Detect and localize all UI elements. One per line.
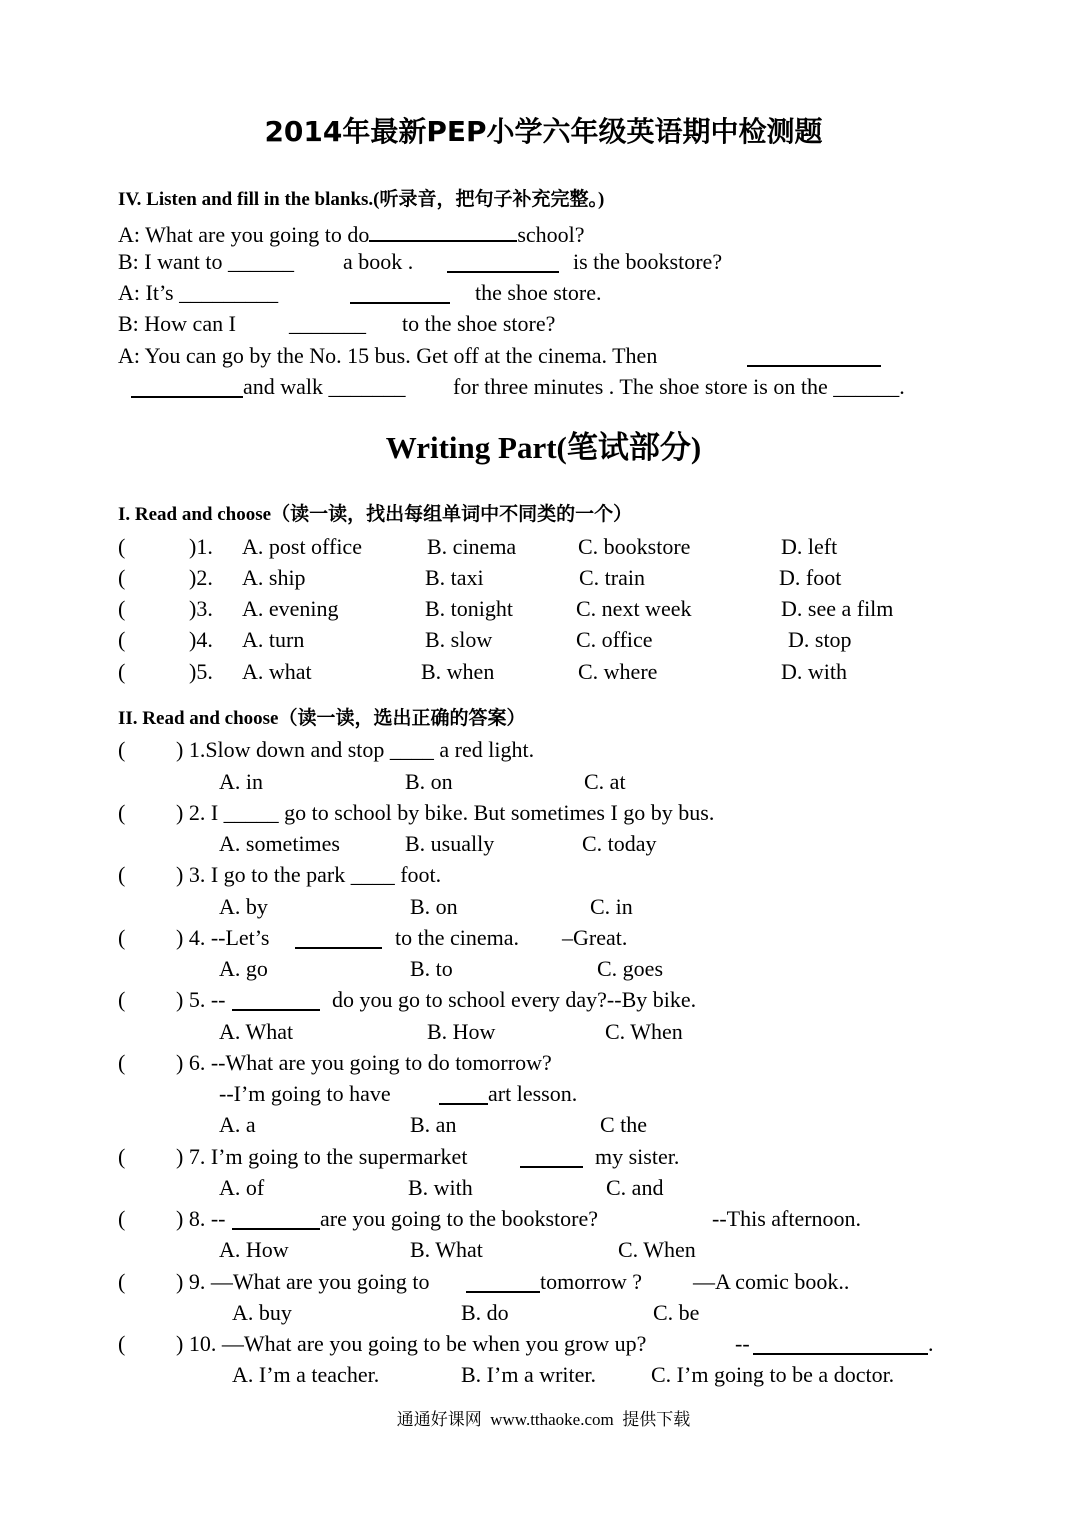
answer-paren: (: [118, 565, 126, 590]
question-number: )3.: [189, 596, 213, 621]
answer-paren: (: [118, 1144, 126, 1169]
question-5-text: do you go to school every day?--By bike.: [332, 987, 697, 1012]
listening-line-2-text: a book .: [343, 249, 414, 274]
q3-option-c: C. in: [590, 894, 633, 919]
answer-paren: (: [118, 800, 126, 825]
question-10-dash: --: [735, 1331, 750, 1356]
option-b: B. cinema: [427, 534, 517, 559]
question-2: ) 2. I _____ go to school by bike. But sometimes I go by bus.: [176, 800, 715, 825]
q9-option-c: C. be: [653, 1300, 700, 1325]
q5-option-b: B. How: [427, 1019, 496, 1044]
option-d: D. stop: [788, 627, 852, 652]
option-b: B. taxi: [425, 565, 484, 590]
footer-credit: 通通好课网 www.tthaoke.com 提供下载: [396, 1410, 691, 1429]
q10-option-a: A. I’m a teacher.: [232, 1362, 380, 1387]
option-c: C. train: [579, 565, 645, 590]
answer-paren: (: [118, 1206, 126, 1231]
answer-paren: (: [118, 534, 126, 559]
q6-option-b: B. an: [410, 1112, 457, 1137]
question-7-end: my sister.: [595, 1144, 680, 1169]
answer-paren: (: [118, 627, 126, 652]
question-9-reply: —A comic book..: [693, 1269, 850, 1294]
listening-line-3: A: It’s _________: [118, 280, 279, 305]
q4-option-c: C. goes: [597, 956, 663, 981]
part1-heading: I. Read and choose（读一读，找出每组单词中不同类的一个）: [118, 504, 633, 525]
question-4: ) 4. --Let’s: [176, 925, 270, 950]
listening-line-6-blank: [131, 376, 243, 402]
answer-paren: (: [118, 737, 126, 762]
answer-paren: (: [118, 987, 126, 1012]
question-10: ) 10. —What are you going to be when you grow up?: [176, 1331, 647, 1356]
option-b: B. tonight: [425, 596, 514, 621]
option-c: C. next week: [576, 596, 692, 621]
q9-option-b: B. do: [461, 1300, 509, 1325]
q6-option-a: A. a: [219, 1112, 256, 1137]
q3-option-b: B. on: [410, 894, 458, 919]
q1-option-b: B. on: [405, 769, 453, 794]
option-a: A. post office: [242, 534, 362, 559]
listening-line-4-end: to the shoe store?: [402, 311, 556, 336]
q3-option-a: A. by: [219, 894, 268, 919]
question-7: ) 7. I’m going to the supermarket: [176, 1144, 468, 1169]
option-b: B. when: [421, 659, 495, 684]
q7-blank: [520, 1146, 583, 1172]
question-10-end: .: [928, 1331, 934, 1356]
q10-option-b: B. I’m a writer.: [461, 1362, 597, 1387]
question-6-line-2-end: art lesson.: [488, 1081, 578, 1106]
option-a: A. turn: [242, 627, 305, 652]
question-8: ) 8. --: [176, 1206, 226, 1231]
blank: [369, 220, 517, 242]
listening-line-2-blank: [447, 251, 559, 277]
answer-paren: (: [118, 1050, 126, 1075]
answer-paren: (: [118, 862, 126, 887]
listening-heading: IV. Listen and fill in the blanks.(听录音，把句子补充完整。): [118, 189, 605, 210]
option-c: C. bookstore: [578, 534, 691, 559]
q8-option-b: B. What: [410, 1237, 483, 1262]
part2-heading: II. Read and choose（读一读，选出正确的答案）: [118, 708, 526, 729]
question-9: ) 9. —What are you going to: [176, 1269, 430, 1294]
question-6: ) 6. --What are you going to do tomorrow?: [176, 1050, 552, 1075]
q7-option-a: A. of: [219, 1175, 265, 1200]
option-d: D. with: [781, 659, 847, 684]
q2-option-a: A. sometimes: [219, 831, 340, 856]
listening-line-3-end: the shoe store.: [475, 280, 602, 305]
q2-option-b: B. usually: [405, 831, 495, 856]
answer-paren: (: [118, 1269, 126, 1294]
q5-option-c: C. When: [605, 1019, 683, 1044]
option-a: A. evening: [242, 596, 339, 621]
q8-blank: [232, 1208, 320, 1234]
listening-line-3-blank: [350, 282, 450, 308]
answer-paren: (: [118, 596, 126, 621]
question-4-reply: –Great.: [562, 925, 628, 950]
listening-line-1: A: What are you going to do school?: [118, 222, 585, 247]
listening-line-2: B: I want to ______: [118, 249, 294, 274]
q5-option-a: A. What: [219, 1019, 294, 1044]
q9-blank: [466, 1271, 540, 1297]
q1-option-c: C. at: [584, 769, 626, 794]
option-c: C. where: [578, 659, 658, 684]
q4-blank: [295, 927, 382, 953]
option-d: D. see a film: [781, 596, 894, 621]
listening-line-2-end: is the bookstore?: [573, 249, 723, 274]
listening-line-5-blank: [747, 345, 881, 371]
q2-option-c: C. today: [582, 831, 657, 856]
q7-option-b: B. with: [408, 1175, 473, 1200]
q4-option-a: A. go: [219, 956, 268, 981]
listening-line-5: A: You can go by the No. 15 bus. Get off at the cinema. Then: [118, 343, 658, 368]
option-b: B. slow: [425, 627, 493, 652]
q1-option-a: A. in: [219, 769, 263, 794]
question-8-text: are you going to the bookstore?: [320, 1206, 598, 1231]
question-1: ) 1.Slow down and stop ____ a red light.: [176, 737, 535, 762]
option-a: A. what: [242, 659, 312, 684]
q4-option-b: B. to: [410, 956, 453, 981]
answer-paren: (: [118, 659, 126, 684]
listening-line-4: B: How can I: [118, 311, 236, 336]
option-a: A. ship: [242, 565, 306, 590]
answer-paren: (: [118, 925, 126, 950]
question-4-text: to the cinema.: [395, 925, 520, 950]
page-title: 2014年最新PEP小学六年级英语期中检测题: [264, 115, 823, 148]
question-number: )5.: [189, 659, 213, 684]
question-number: )4.: [189, 627, 213, 652]
listening-line-6: and walk _______: [243, 374, 406, 399]
question-3: ) 3. I go to the park ____ foot.: [176, 862, 442, 887]
q8-option-c: C. When: [618, 1237, 696, 1262]
q6-blank: [439, 1083, 488, 1109]
listening-line-6-end: for three minutes . The shoe store is on the ______.: [453, 374, 905, 399]
q8-option-a: A. How: [219, 1237, 289, 1262]
q6-option-c: C the: [600, 1112, 648, 1137]
q5-blank: [232, 989, 320, 1015]
answer-paren: (: [118, 1331, 126, 1356]
option-c: C. office: [576, 627, 653, 652]
question-6-line-2: --I’m going to have: [219, 1081, 391, 1106]
question-5: ) 5. --: [176, 987, 226, 1012]
option-d: D. foot: [779, 565, 842, 590]
q10-blank: [753, 1333, 928, 1359]
option-d: D. left: [781, 534, 838, 559]
question-number: )2.: [189, 565, 213, 590]
question-9-text: tomorrow ?: [540, 1269, 643, 1294]
question-8-reply: --This afternoon.: [712, 1206, 862, 1231]
q9-option-a: A. buy: [232, 1300, 292, 1325]
writing-part-heading: Writing Part(笔试部分): [385, 430, 702, 465]
listening-line-4-blank: _______: [289, 311, 366, 336]
q10-option-c: C. I’m going to be a doctor.: [651, 1362, 895, 1387]
q7-option-c: C. and: [606, 1175, 664, 1200]
question-number: )1.: [189, 534, 213, 559]
